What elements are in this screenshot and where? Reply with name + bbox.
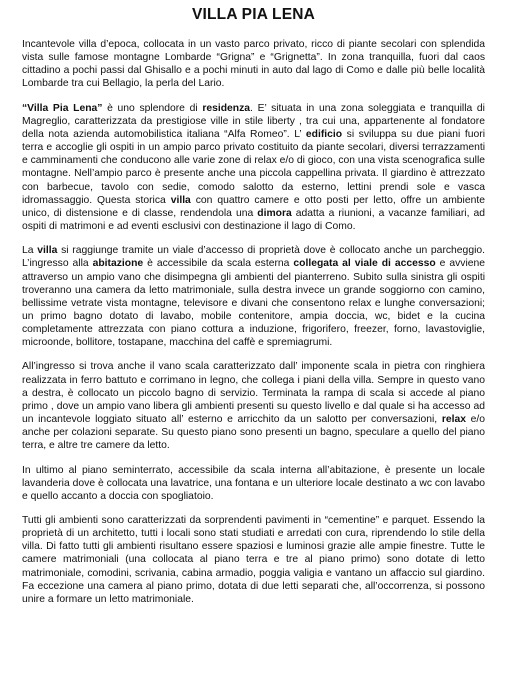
text-run: . E’ situata in una zona soleggiata e tranquilla di Magreglio, caratterizzata da prestigiose ville in stile liberty , tra cui una, appartenente al fondatore della nota azienda automobilistica italiana “Alfa Romeo”. L’ <box>22 102 485 140</box>
bold-text-run: “Villa Pia Lena” <box>22 102 103 114</box>
bold-text-run: villa <box>170 194 191 206</box>
text-run: In ultimo al piano seminterrato, accessibile da scala interna all’abitazione, è presente un locale lavanderia dove è collocata una lavatrice, una fontana e un ulteriore locale destinato a wc con lavabo e quello accanto a doccia con spogliatoio. <box>22 464 485 502</box>
bold-text-run: edificio <box>305 128 343 140</box>
text-run: è uno splendore di <box>102 102 203 114</box>
text-run: e/o anche per colazioni separate. Su questo piano sono presenti un bagno, speculare a quello del piano terra, e altre tre camere da letto. <box>22 414 485 452</box>
text-run: con quattro camere e otto posti per letto, offre un ambiente unico, di distensione e di classe, rendendola una <box>22 194 485 219</box>
paragraph-accesso <box>22 244 485 349</box>
text-run: si raggiunge tramite un viale d’accesso di proprietà dove è collocato anche un parcheggio. L’ingresso alla <box>22 245 485 270</box>
text-run: Tutti gli ambienti sono caratterizzati da sorprendenti pavimenti in “cementine” e parquet. Essendo la proprietà di un architetto, tutti i locali sono stati studiati e arredati con cura, riprendendo lo stile della villa. Di fatto tutti gli ambienti risultano essere spaziosi e luminosi grazie alle ampie finestre. Tutte le camere matrimoniali (una collocata al piano terra e tre al piano primo) sono dotate di letto matrimoniale, comodini, scrivania, cabina armadio, poggia valigia e vantano un affaccio sul giardino. Fa eccezione una camera al piano primo, dotata di due letti separati che, all’occorrenza, si possono unire a formare un letto matrimoniale. <box>22 515 485 605</box>
paragraph-intro <box>22 38 485 91</box>
text-run: All’ingresso si trova anche il vano scala caratterizzato dall’ imponente scala in pietra con ringhiera realizzata in ferro battuto e corrimano in legno, che collega i piani della villa. Sempre in questo vano a destra, è collocato un piccolo bagno di servizio. Terminata la rampa di scala si accede al piano primo , dove un ampio vano libera gli ambienti presenti su questo livello e dal quale si ha accesso ad un incantevole loggiato situato all’ esterno e arricchito da un salotto per conversazioni, <box>22 361 485 426</box>
bold-text-run: relax <box>441 414 466 426</box>
bold-text-run: abitazione <box>92 258 144 270</box>
paragraph-ambienti <box>22 514 485 606</box>
bold-text-run: residenza <box>202 102 251 114</box>
document-title: VILLA PIA LENA <box>191 6 316 23</box>
text-run: si sviluppa su due piani fuori terra e accoglie gli ospiti in un ampio parco privato costituito da piante secolari, diversi terrazzamenti e camminamenti che conducono alle varie zone di relax e/o di gioco, con una vista scenografica sulle montagne. Nell’ampio parco è presente anche una piccola cappellina privata. Il giardino è attrezzato con barbecue, tavolo con sedie, comodo salotto da esterno, lettini prendi sole e vasca idromassaggio. Questa storica <box>22 128 485 206</box>
text-run: adatta a riunioni, a vacanze familiari, ad ospiti di matrimoni e ad eventi esclusivi con destinazione il lago di Como. <box>22 207 485 233</box>
bold-text-run: villa <box>37 245 58 257</box>
text-run: e avviene attraverso un ampio vano che disimpegna gli ambienti del pianterreno. Subito sulla sinistra gli ospiti troveranno una camera da letto matrimoniale, sulla destra invece un grande soggiorno con camino, bellissime vetrate vista montagne, televisore e divani che consentono relax e lunghe conversazioni; un primo bagno dotato di lavabo, mobile contenitore, ampia doccia, wc, bidet e la cucina completamente attrezzata con piano cottura a induzione, frigorifero, freezer, forno, lavastoviglie, microonde, bollitore, tostapane, macchina del caffè e spremiagrumi. <box>22 258 486 349</box>
paragraph-residenza <box>22 102 485 234</box>
text-run: Incantevole villa d’epoca, collocata in un vasto parco privato, ricco di piante secolari con splendida vista sulle famose montagne Lombarde “Grigna” e “Grignetta”. In zona tranquilla, fuori dal caos cittadino a pochi passi dal Ghisallo e a pochi minuti in auto dal lago di Como e dalle più belle località Lombarde tra cui Bellagio, la perla del Lario. <box>22 39 485 90</box>
text-run: è accessibile da scala esterna <box>143 258 294 270</box>
paragraph-seminterrato <box>22 464 485 503</box>
text-run: La <box>22 245 38 257</box>
bold-text-run: collegata al viale di accesso <box>293 258 436 270</box>
bold-text-run: dimora <box>257 207 292 219</box>
paragraph-vano-scala <box>22 360 485 452</box>
